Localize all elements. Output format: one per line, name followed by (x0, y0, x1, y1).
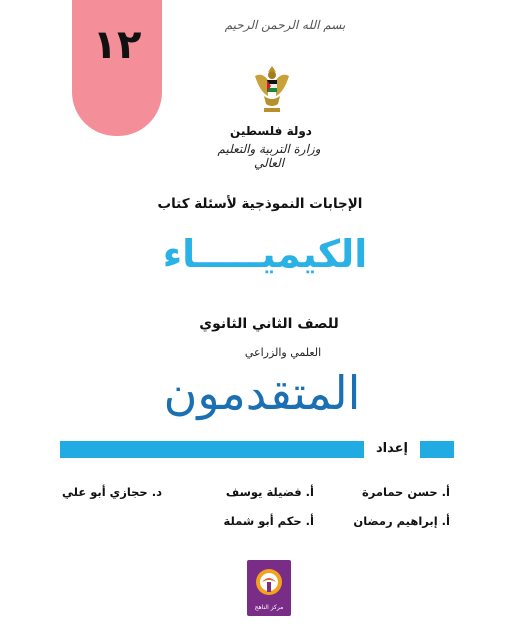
curricula-center-logo (247, 560, 291, 616)
prepared-by-label: إعداد (376, 441, 408, 456)
grade-number: ١٢ (92, 22, 142, 68)
subject-title: الكيميـــــاء (162, 232, 368, 276)
grade-tab (72, 0, 162, 136)
ministry-name: وزارة التربية والتعليم العالي (217, 142, 321, 170)
author-name: أ. فضيلة يوسف (225, 485, 314, 499)
state-name: دولة فلسطين (230, 124, 312, 138)
author-name: أ. حكم أبو شملة (223, 514, 314, 528)
author-name: د. حجازي أبو علي (62, 485, 162, 499)
palestine-eagle-emblem-icon (252, 62, 292, 118)
author-name: أ. حسن حمامرة (361, 485, 450, 499)
basmala-text: بسم الله الرحمن الرحيم (224, 18, 346, 32)
curricula-center-logo-icon (253, 566, 285, 600)
level-title: المتقدمون (163, 366, 361, 420)
logo-caption: مركز الناهج (254, 604, 284, 611)
class-line: للصف الثاني الثانوي (199, 316, 339, 332)
stream-line: العلمي والزراعي (244, 346, 322, 359)
author-name: أ. إبراهيم رمضان (353, 514, 450, 528)
divider-bar-long (60, 441, 364, 458)
intro-line: الإجابات النموذجية لأسئلة كتاب (157, 196, 363, 212)
divider-bar-short (420, 441, 454, 458)
